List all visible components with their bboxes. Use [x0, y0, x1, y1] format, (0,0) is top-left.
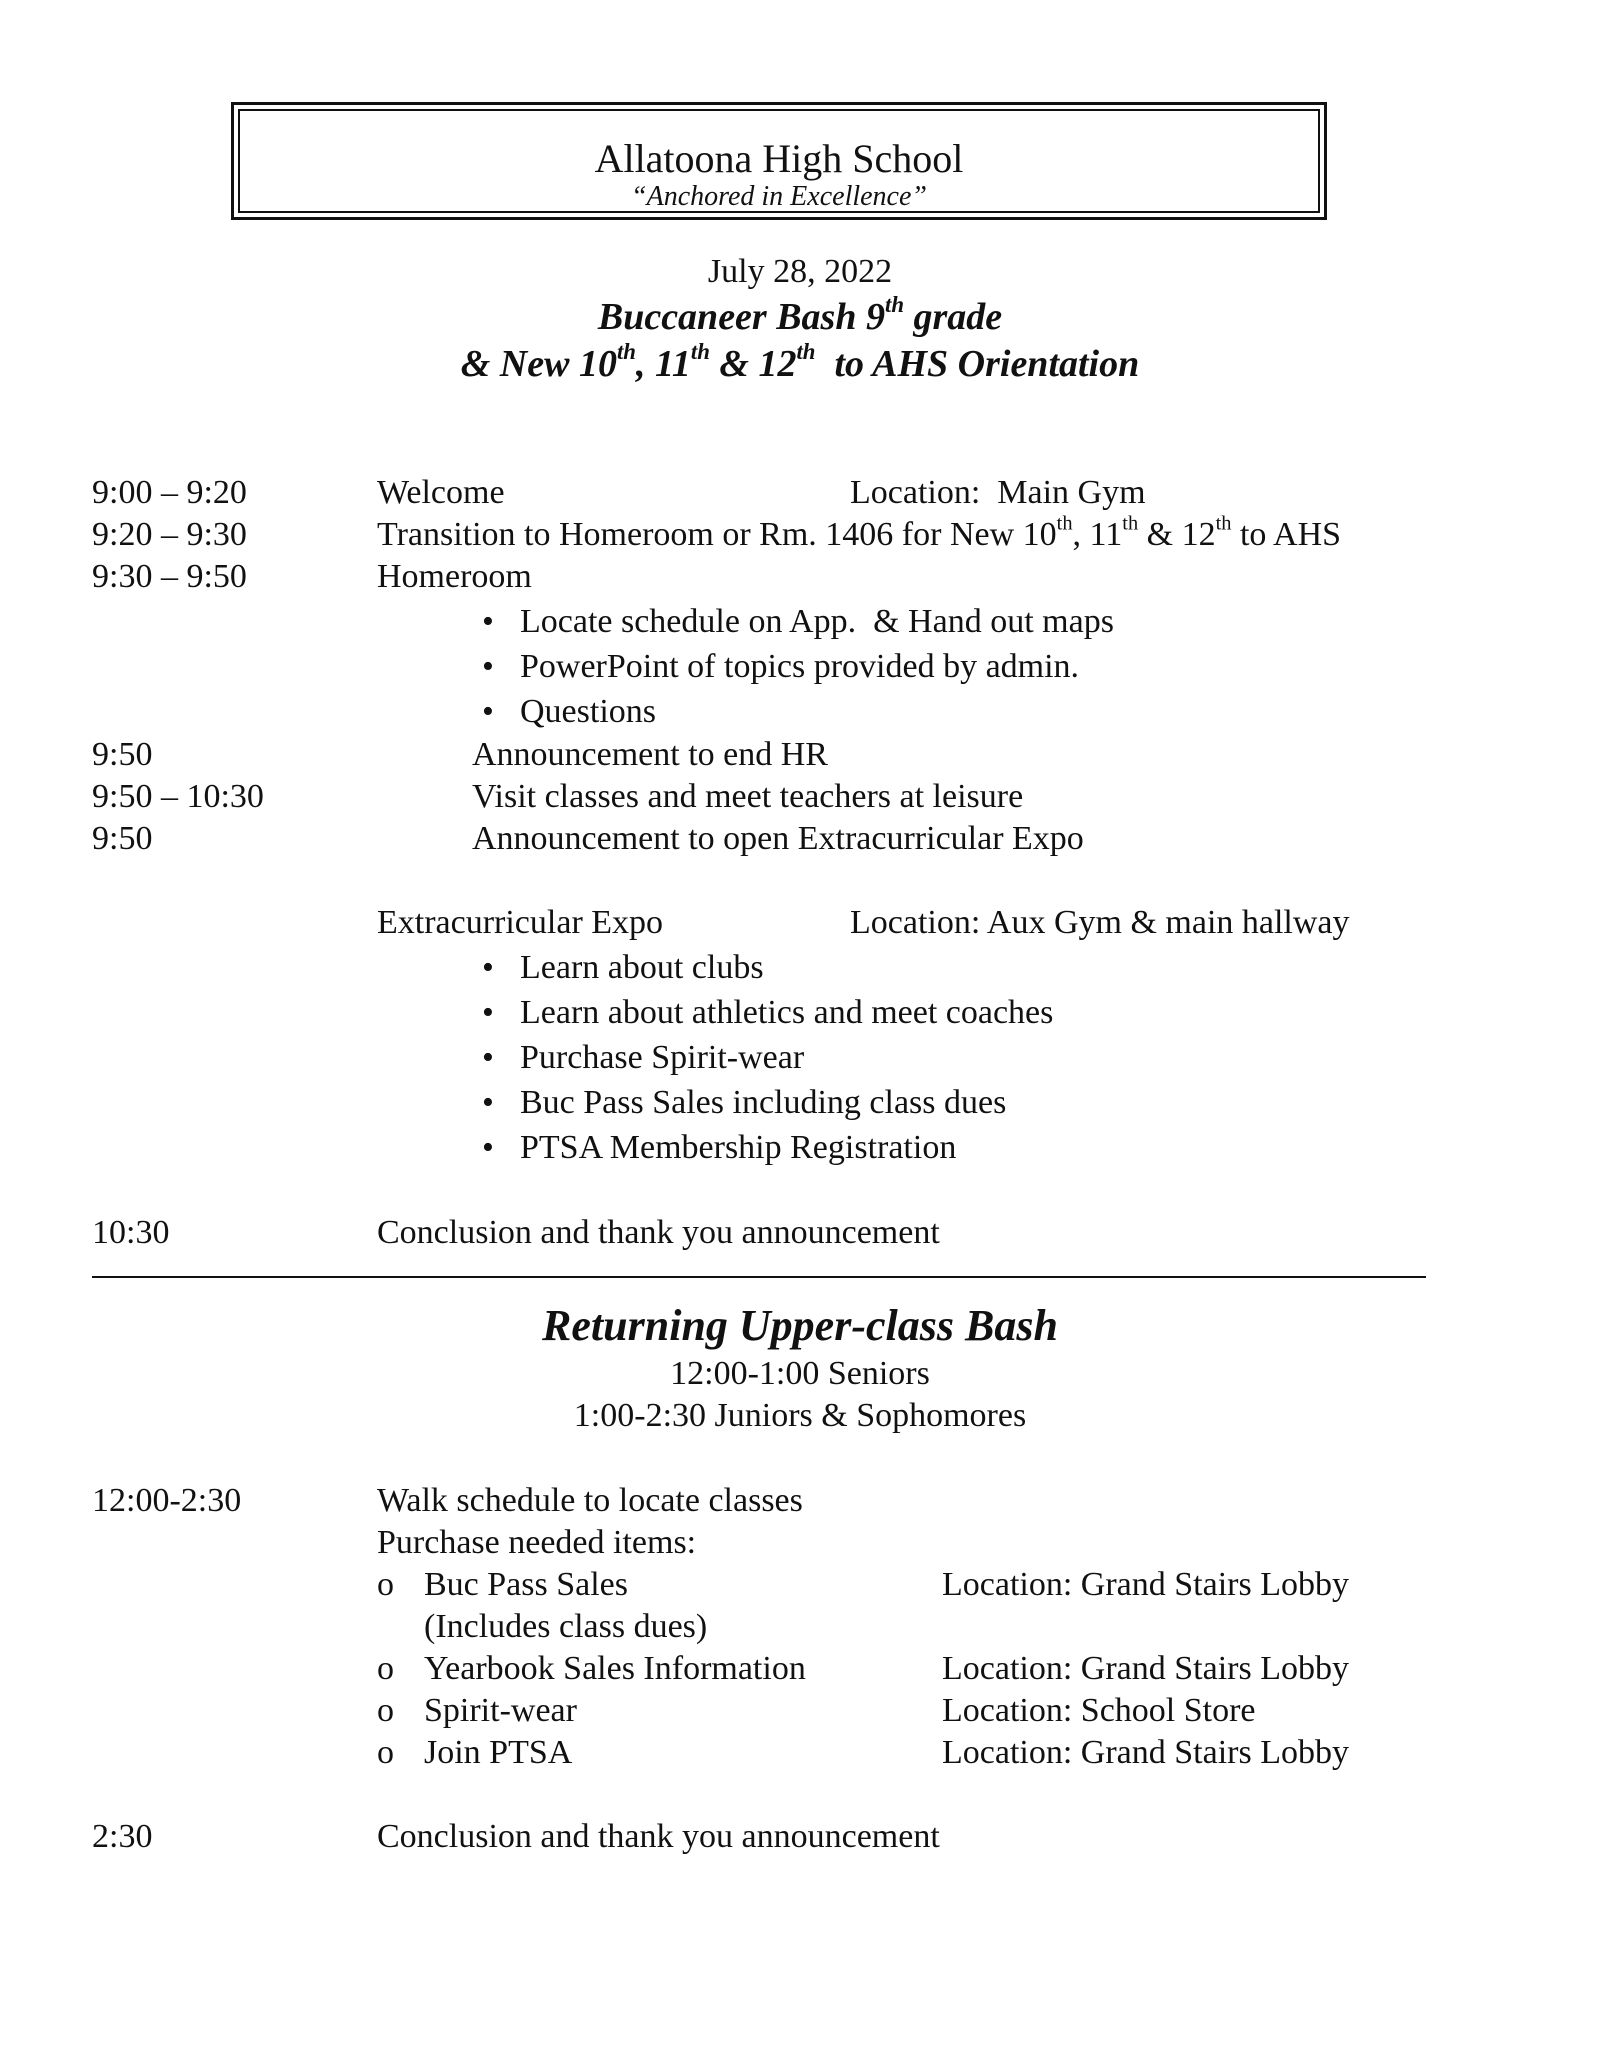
activity-conclusion-2: Conclusion and thank you announcement — [377, 1818, 940, 1855]
purchase-label: Purchase needed items: — [377, 1524, 697, 1561]
title2-sup2: th — [690, 338, 710, 364]
activity-transition — [377, 512, 1342, 555]
bullet-icon: • — [482, 1129, 494, 1166]
event-title-line1 — [0, 291, 1600, 340]
time-visit-classes: 9:50 – 10:30 — [92, 778, 264, 815]
event-title-line2 — [0, 338, 1600, 387]
list-item — [475, 1083, 1275, 1123]
time-welcome: 9:00 – 9:20 — [92, 474, 247, 511]
header-box-inner — [238, 109, 1320, 213]
transition-sup1: th — [1056, 512, 1073, 535]
title2-sup1: th — [616, 338, 636, 364]
list-item — [475, 692, 1275, 732]
list-item — [475, 1038, 1275, 1078]
time-conclusion-2: 2:30 — [92, 1818, 153, 1855]
section2-title: Returning Upper-class Bash — [542, 1301, 1058, 1350]
school-name: Allatoona High School — [594, 136, 964, 181]
title1-part-a: Buccaneer Bash 9 — [597, 296, 885, 338]
bullet-icon: • — [482, 949, 494, 986]
bullet-icon: • — [482, 1039, 494, 1076]
location-yearbook: Location: Grand Stairs Lobby — [942, 1650, 1349, 1687]
time-transition: 9:20 – 9:30 — [92, 516, 247, 553]
bullet-icon: • — [482, 603, 494, 640]
list-marker: o — [377, 1566, 394, 1603]
transition-part-c: & 12 — [1138, 516, 1216, 553]
activity-end-hr: Announcement to end HR — [472, 736, 828, 773]
activity-conclusion-1: Conclusion and thank you announcement — [377, 1214, 940, 1251]
school-motto: “Anchored in Excellence” — [631, 181, 927, 212]
list-item — [475, 647, 1275, 687]
list-item — [475, 948, 1275, 988]
title2-part-b: , 11 — [635, 343, 691, 385]
location-expo: Location: Aux Gym & main hallway — [850, 904, 1350, 941]
activity-welcome: Welcome — [377, 474, 505, 511]
activity-open-expo: Announcement to open Extracurricular Expo — [472, 820, 1084, 857]
bullet-text: PTSA Membership Registration — [520, 1129, 957, 1166]
transition-part-b: , 11 — [1072, 516, 1123, 553]
item-spirit-wear: Spirit-wear — [424, 1692, 577, 1729]
title1-part-b: grade — [904, 296, 1003, 338]
section-divider — [92, 1276, 1426, 1278]
bullet-text: Locate schedule on App. & Hand out maps — [520, 603, 1114, 640]
time-open-expo: 9:50 — [92, 820, 153, 857]
activity-homeroom: Homeroom — [377, 558, 532, 595]
bullet-text: Learn about athletics and meet coaches — [520, 994, 1054, 1031]
item-buc-pass: Buc Pass Sales — [424, 1566, 628, 1603]
item-yearbook: Yearbook Sales Information — [424, 1650, 806, 1687]
item-includes-dues: (Includes class dues) — [424, 1608, 708, 1645]
bullet-text: Questions — [520, 693, 656, 730]
location-spirit-wear: Location: School Store — [942, 1692, 1256, 1729]
bullet-text: Buc Pass Sales including class dues — [520, 1084, 1007, 1121]
activity-walk-schedule: Walk schedule to locate classes — [377, 1482, 803, 1519]
location-join-ptsa: Location: Grand Stairs Lobby — [942, 1734, 1349, 1771]
location-buc-pass: Location: Grand Stairs Lobby — [942, 1566, 1349, 1603]
section2-seniors-time: 12:00-1:00 Seniors — [670, 1355, 930, 1392]
bullet-icon: • — [482, 994, 494, 1031]
list-marker: o — [377, 1692, 394, 1729]
section2-juniors-time: 1:00-2:30 Juniors & Sophomores — [573, 1397, 1027, 1434]
bullet-text: Learn about clubs — [520, 949, 764, 986]
title2-part-a: & New 10 — [460, 343, 617, 385]
activity-visit-classes: Visit classes and meet teachers at leisure — [472, 778, 1024, 815]
bullet-icon: • — [482, 648, 494, 685]
title2-part-d: to AHS Orientation — [815, 343, 1140, 385]
bullet-text: Purchase Spirit-wear — [520, 1039, 805, 1076]
transition-part-d: to AHS — [1231, 516, 1342, 553]
activity-expo: Extracurricular Expo — [377, 904, 664, 941]
location-welcome: Location: Main Gym — [850, 474, 1146, 511]
title1-sup: th — [884, 291, 904, 317]
time-homeroom: 9:30 – 9:50 — [92, 558, 247, 595]
event-date: July 28, 2022 — [707, 253, 893, 290]
transition-sup3: th — [1215, 512, 1232, 535]
time-end-hr: 9:50 — [92, 736, 153, 773]
bullet-text: PowerPoint of topics provided by admin. — [520, 648, 1080, 685]
list-item — [475, 1128, 1275, 1168]
list-marker: o — [377, 1734, 394, 1771]
transition-sup2: th — [1122, 512, 1139, 535]
list-marker: o — [377, 1650, 394, 1687]
bullet-icon: • — [482, 693, 494, 730]
bullet-icon: • — [482, 1084, 494, 1121]
list-item — [475, 993, 1275, 1033]
list-item — [475, 602, 1275, 642]
header-box — [231, 102, 1327, 220]
time-conclusion-1: 10:30 — [92, 1214, 170, 1251]
title2-part-c: & 12 — [709, 343, 797, 385]
title2-sup3: th — [796, 338, 816, 364]
time-walk-schedule: 12:00-2:30 — [92, 1482, 242, 1519]
transition-part-a: Transition to Homeroom or Rm. 1406 for New 10 — [377, 516, 1057, 553]
item-join-ptsa: Join PTSA — [424, 1734, 573, 1771]
